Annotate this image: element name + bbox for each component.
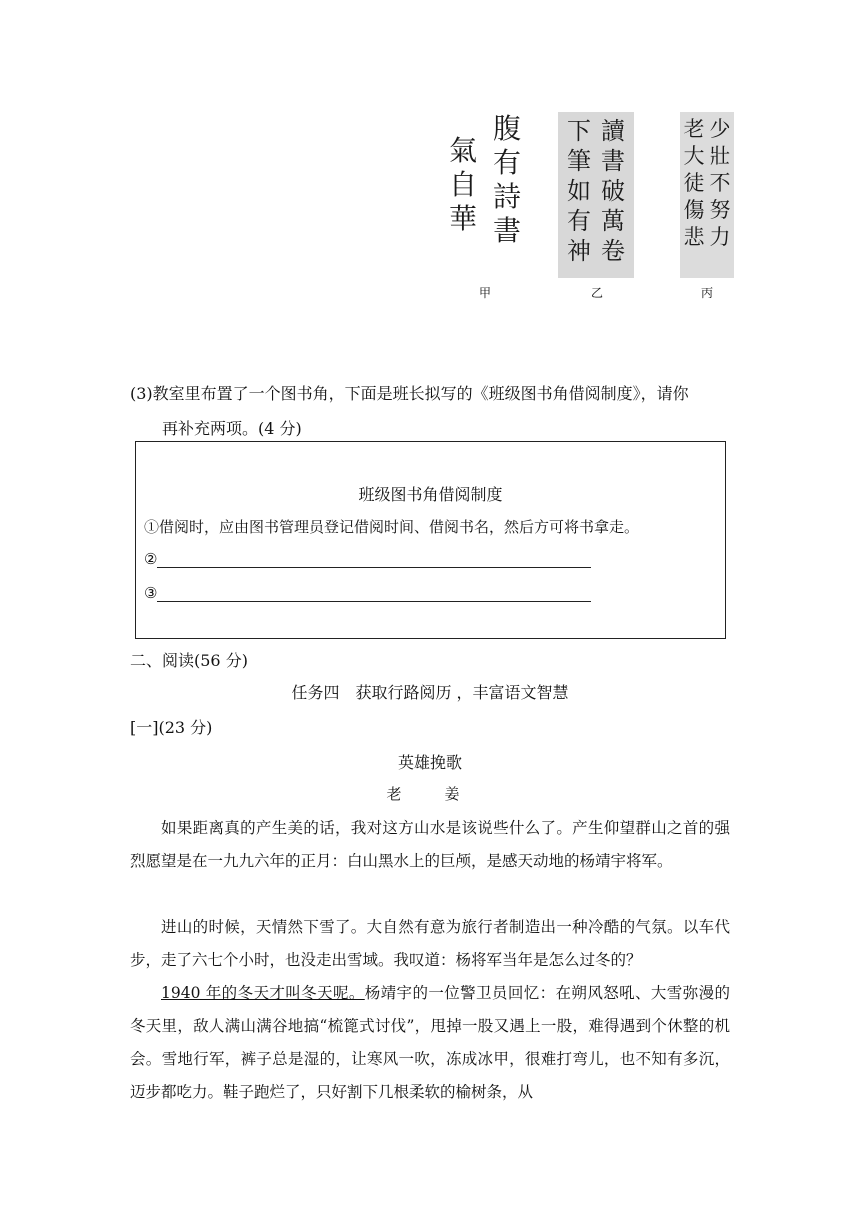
borrowing-rules-box (135, 441, 726, 639)
passage-paragraph-1: 如果距离真的产生美的话，我对这方山水是该说些什么了。产生仰望群山之首的强烈愿望是在一九九六年的正月：白山黑水上的巨颅，是感天动地的杨靖宇将军。 (130, 819, 730, 870)
label-jia: 甲 (478, 286, 491, 300)
calligraphy-yi-image (558, 112, 634, 278)
rule-item-1: ①借阅时，应由图书管理员登记借阅时间、借阅书名，然后方可将书拿走。 (144, 518, 640, 536)
rules-title: 班级图书角借阅制度 (358, 485, 503, 504)
passage-author: 老 姜 (386, 785, 474, 803)
paragraph-3-text: 杨靖宇的一位警卫员回忆：在朔风怒吼、大雪弥漫的冬天里，敌人满山满谷地搞“梳篦式讨伐”，甩掉一股又遇上一股，难得遇到个休整的机会。雪地行军，裤子总是湿的，让寒风一吹，冻成冰甲，很难打弯儿，也不知有多沉，迈步都吃力。鞋子跑烂了，只好割下几根柔软的榆树条，从 (130, 984, 730, 1101)
passage-paragraph-2: 进山的时候，天情然下雪了。大自然有意为旅行者制造出一种冷酷的气氛。以车代步，走了六七个小时，也没走出雪域。我叹道：杨将军当年是怎么过冬的？ (130, 918, 730, 969)
label-yi: 乙 (590, 286, 603, 300)
part-heading: [一](23 分) (130, 718, 213, 737)
answer-blank-2[interactable] (157, 553, 591, 568)
section-heading: 二、阅读(56 分) (130, 651, 248, 670)
calligraphy-bing-image (680, 112, 734, 278)
calligraphy-jia-col-1: 腹有詩書 (492, 112, 521, 247)
passage-paragraph-3 (130, 977, 730, 1109)
passage-title: 英雄挽歌 (397, 753, 462, 772)
question-3-line-2: 再补充两项。(4 分) (162, 419, 302, 438)
rule-item-3-marker: ③ (144, 584, 158, 602)
task-heading: 任务四 获取行路阅历 ，丰富语文智慧 (291, 683, 569, 702)
answer-blank-3[interactable] (157, 587, 591, 602)
calligraphy-jia-col-2: 氣自華 (448, 134, 477, 235)
calligraphy-bing-col-1: 少壯不努力 (709, 117, 731, 249)
question-3-line-1: (3)教室里布置了一个图书角，下面是班长拟写的《班级图书角借阅制度》，请你 (130, 384, 689, 403)
rule-item-3 (144, 584, 591, 602)
calligraphy-jia-image (444, 112, 528, 274)
label-bing: 丙 (700, 286, 713, 300)
rule-item-2-marker: ② (144, 550, 158, 568)
underlined-sentence: 1940 年的冬天才叫冬天呢。 (161, 984, 365, 1002)
calligraphy-yi-col-2: 下筆如有神 (567, 117, 591, 265)
rule-item-2 (144, 550, 591, 568)
calligraphy-bing-col-2: 老大徒傷悲 (683, 117, 705, 249)
calligraphy-yi-col-1: 讀書破萬卷 (601, 117, 625, 265)
